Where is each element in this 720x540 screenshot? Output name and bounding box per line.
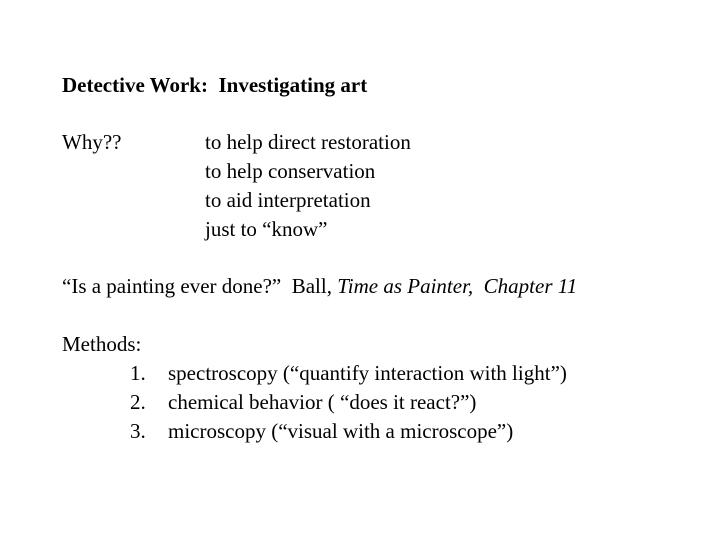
slide-title: Detective Work: Investigating art <box>62 73 368 97</box>
item-text: chemical behavior ( “does it react?”) <box>168 390 477 414</box>
list-item <box>130 417 567 446</box>
list-item <box>130 359 567 388</box>
list-item: to help conservation <box>205 159 376 183</box>
list-item: to help direct restoration <box>205 130 411 154</box>
item-number: 3. <box>130 419 146 443</box>
why-label: Why?? <box>62 130 122 154</box>
quote-question: “Is a painting ever done?” Ball, <box>62 274 338 298</box>
quote-line <box>62 272 577 301</box>
methods-label: Methods: <box>62 332 142 356</box>
list-item <box>130 388 567 417</box>
item-text: microscopy (“visual with a microscope”) <box>168 419 514 443</box>
book-chapter: Chapter 11 <box>473 274 578 298</box>
book-title: Time as Painter, <box>337 274 474 298</box>
why-list <box>205 128 411 244</box>
list-item: just to “know” <box>205 217 328 241</box>
item-number: 2. <box>130 390 146 414</box>
item-text: spectroscopy (“quantify interaction with light”) <box>168 361 567 385</box>
methods-list <box>130 359 567 446</box>
item-number: 1. <box>130 361 146 385</box>
list-item: to aid interpretation <box>205 188 371 212</box>
